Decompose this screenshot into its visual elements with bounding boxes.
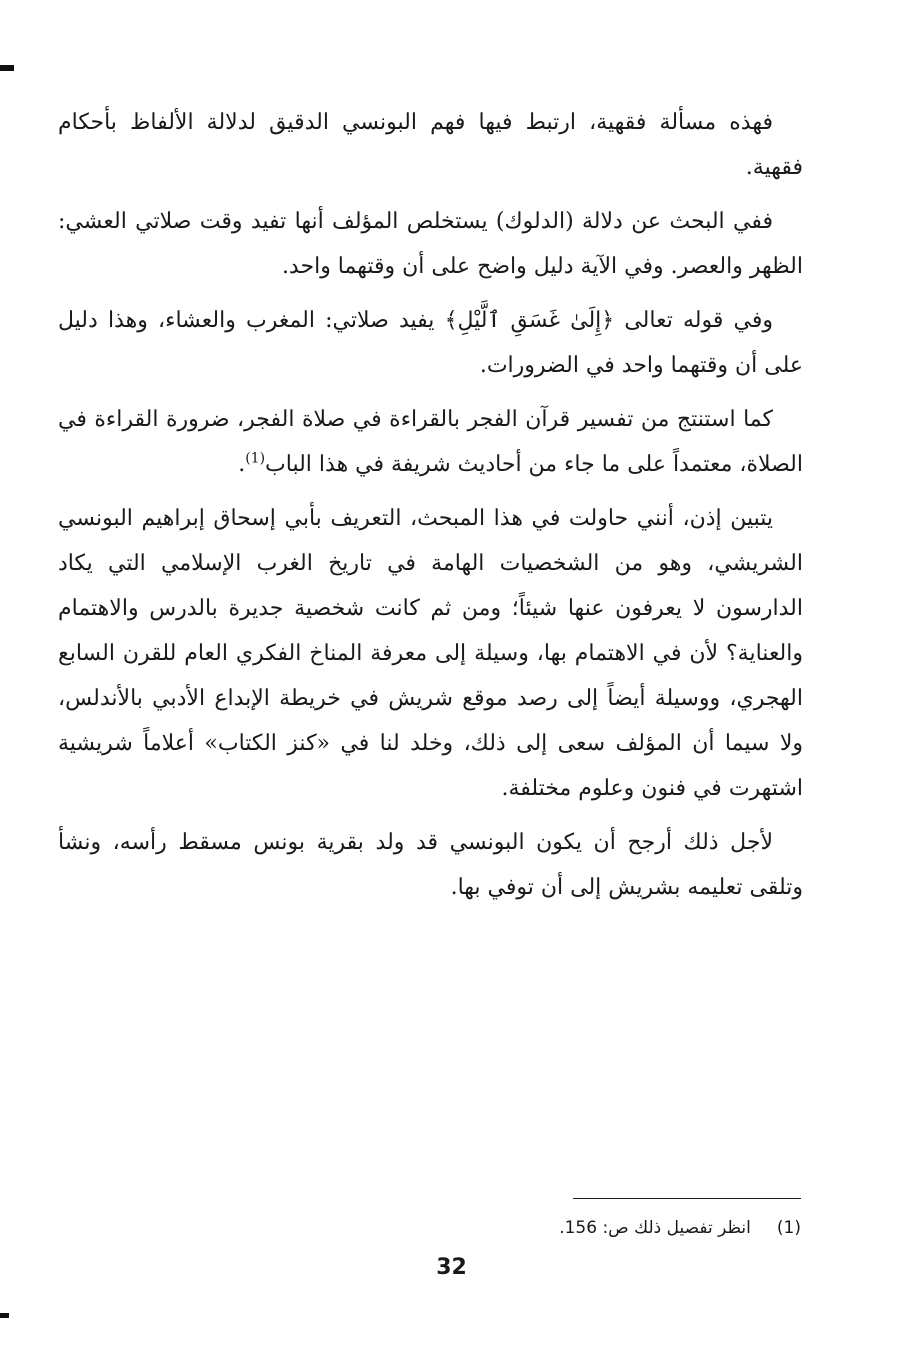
paragraph-1: فهذه مسألة فقهية، ارتبط فيها فهم البونسي الدقيق لدلالة الألفاظ بأحكام فقهية. bbox=[58, 110, 803, 180]
scan-edge-mark-bottom bbox=[0, 1313, 9, 1318]
paragraph-4-text: كما استنتج من تفسير قرآن الفجر بالقراءة في صلاة الفجر، ضرورة القراءة في الصلاة، معتمداً على ما جاء من أحاديث شريفة في هذا الباب bbox=[58, 407, 803, 477]
paragraph-3-rest: يفيد صلاتي: المغرب والعشاء، وهذا دليل على أن وقتهما واحد في الضرورات. bbox=[58, 308, 803, 378]
paragraph-3-lead: وفي قوله تعالى bbox=[614, 308, 773, 333]
footnote-separator bbox=[573, 1198, 801, 1199]
footnote bbox=[559, 1214, 801, 1242]
page-number: 32 bbox=[436, 1255, 467, 1280]
body-text bbox=[58, 100, 803, 919]
paragraph-4 bbox=[58, 397, 803, 487]
paragraph-5: يتبين إذن، أنني حاولت في هذا المبحث، التعريف بأبي إسحاق إبراهيم البونسي الشريشي، وهو من الشخصيات الهامة في تاريخ الغرب الإسلامي التي يكاد الدارسون لا يعرفون عنها شيئاً؛ ومن ثم كانت شخصية جديرة بالدرس والاهتمام والعناية؟ لأن في الاهتمام بها، وسيلة إلى معرفة المناخ الفكري العام للقرن السابع الهجري، ووسيلة أيضاً إلى رصد موقع شريش في خريطة الإبداع الأدبي بالأندلس، ولا سيما أن المؤلف سعى إلى ذلك، وخلد لنا في «كنز الكتاب» أعلاماً شريشية اشتهرت في فنون وعلوم مختلفة. bbox=[58, 506, 803, 801]
paragraph-3 bbox=[58, 298, 803, 388]
footnote-text: انظر تفصيل ذلك ص: 156. bbox=[559, 1218, 751, 1238]
paragraph-2: ففي البحث عن دلالة (الدلوك) يستخلص المؤلف أنها تفيد وقت صلاتي العشي: الظهر والعصر. وفي الآية دليل واضح على أن وقتهما واحد. bbox=[58, 209, 803, 279]
paragraph-4-end: . bbox=[238, 452, 246, 477]
footnote-marker: (1) bbox=[245, 450, 266, 467]
footnote-number: (1) bbox=[776, 1218, 801, 1238]
scan-edge-mark-top bbox=[0, 65, 14, 71]
quran-verse: ﴿إِلَىٰ غَسَقِ ٱلَّيْلِ﴾ bbox=[444, 308, 615, 333]
paragraph-6: لأجل ذلك أرجح أن يكون البونسي قد ولد بقرية بونس مسقط رأسه، ونشأ وتلقى تعليمه بشريش إلى أن توفي بها. bbox=[58, 830, 803, 900]
